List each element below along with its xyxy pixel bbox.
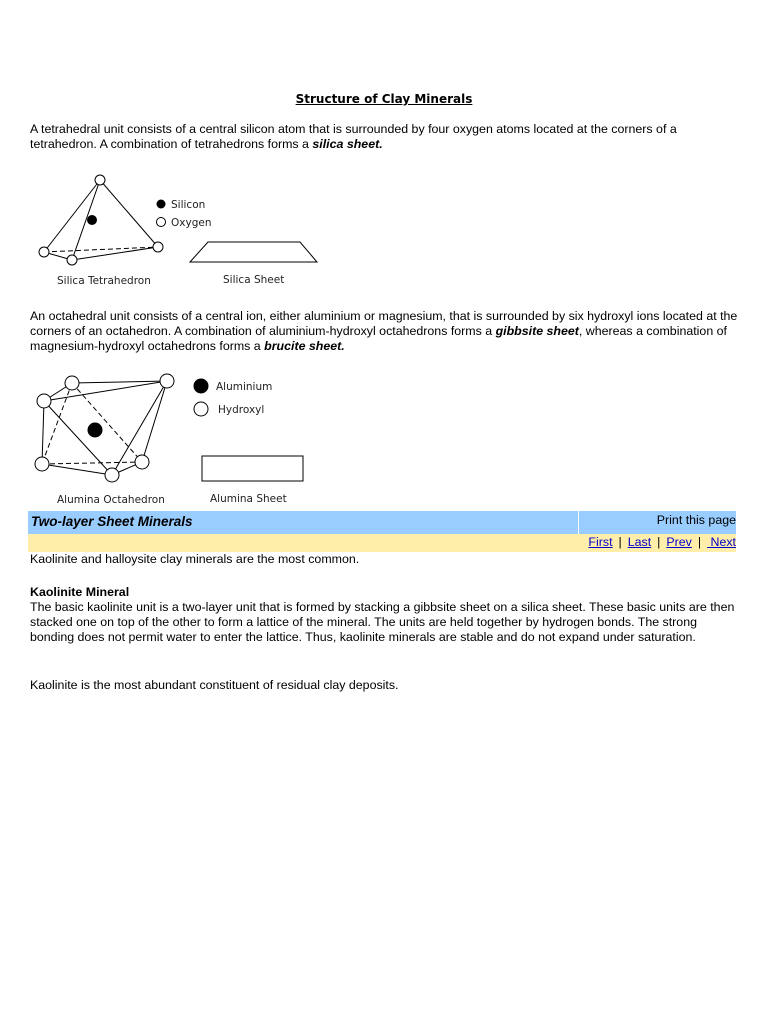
silica-tetrahedron-caption: Silica Tetrahedron (57, 275, 151, 287)
gibbsite-emphasis: gibbsite sheet (495, 324, 579, 338)
page-navigation-links (588, 535, 736, 549)
hydroxyl-ion (35, 457, 49, 471)
section-title: Two-layer Sheet Minerals (31, 514, 193, 529)
print-page-link[interactable]: Print this page (656, 513, 736, 527)
silica-sheet-shape (190, 242, 317, 262)
silica-figure (30, 168, 330, 293)
silica-tetrahedron-diagram (44, 180, 158, 260)
section-header-bar (28, 511, 736, 534)
hydroxyl-ion (37, 394, 51, 408)
silicon-atom (87, 215, 97, 225)
hydroxyl-legend-dot (194, 402, 208, 416)
alumina-sheet-shape (202, 456, 303, 481)
aluminium-atom (88, 423, 103, 438)
silica-sheet-caption: Silica Sheet (223, 274, 285, 286)
alumina-sheet-caption: Alumina Sheet (210, 493, 287, 505)
nav-separator: | (618, 535, 622, 549)
intro-emphasis: silica sheet. (312, 137, 383, 151)
nav-prev-link[interactable]: Prev (666, 535, 692, 549)
aluminium-legend-dot (194, 379, 209, 394)
hydroxyl-ion (105, 468, 119, 482)
kaolinite-heading: Kaolinite Mineral (30, 585, 130, 599)
tetrahedron-edge (100, 180, 158, 247)
intro-paragraph (30, 122, 740, 152)
intro-text: A tetrahedral unit consists of a central silicon atom that is surrounded by four oxygen atoms located at the corners of a tetrahedron. A combination of tetrahedrons forms a (30, 122, 677, 151)
oxygen-atom (67, 255, 77, 265)
octahedral-text-b: , whereas a combination of magnesium-hydroxyl octahedrons forms a (30, 324, 727, 353)
octahedral-text-a: An octahedral unit consists of a central ion, either aluminium or magnesium, that is surrounded by six hydroxyl ions located at the corners of an octahedron. A combination of aluminium-hydroxyl octahedrons forms a (30, 309, 738, 338)
common-minerals-text: Kaolinite and halloysite clay minerals are the most common. (30, 552, 360, 566)
octahedron-hidden-edge (42, 462, 142, 464)
nav-separator: | (657, 535, 661, 549)
silicon-legend-dot (157, 200, 166, 209)
octahedron-edge (142, 381, 167, 462)
oxygen-legend-dot (157, 218, 166, 227)
aluminium-legend-label: Aluminium (216, 381, 273, 393)
nav-first-link[interactable]: First (588, 535, 613, 549)
hydroxyl-ion (135, 455, 149, 469)
silicon-legend-label: Silicon (171, 199, 206, 211)
nav-last-link[interactable]: Last (627, 535, 652, 549)
octahedron-edge (44, 381, 167, 401)
oxygen-legend-label: Oxygen (171, 217, 212, 229)
octahedron-edge (42, 401, 44, 464)
nav-next-link[interactable]: Next (707, 535, 736, 549)
kaolinite-abundance-text: Kaolinite is the most abundant constituent of residual clay deposits. (30, 678, 399, 692)
kaolinite-description: The basic kaolinite unit is a two-layer unit that is formed by stacking a gibbsite sheet on a silica sheet. These basic units are then stacked one on top of the other to form a lattice of the mineral. The units are held together by hydrogen bonds. The strong bonding does not permit water to enter the lattice. Thus, kaolinite minerals are stable and do not expand under saturation. (30, 600, 735, 644)
tetrahedron-edge (72, 247, 158, 260)
hydroxyl-ion (160, 374, 174, 388)
oxygen-atom (153, 242, 163, 252)
oxygen-atom (39, 247, 49, 257)
octahedron-edge (42, 464, 112, 475)
alumina-octahedron-caption: Alumina Octahedron (57, 494, 165, 506)
page-title: Structure of Clay Minerals (295, 92, 473, 106)
page-navigation-bar (28, 534, 736, 552)
brucite-emphasis: brucite sheet. (264, 339, 345, 353)
octahedral-paragraph (30, 309, 740, 354)
nav-separator: | (697, 535, 702, 549)
alumina-figure (30, 370, 320, 510)
hydroxyl-legend-label: Hydroxyl (218, 404, 265, 416)
octahedron-edge (72, 381, 167, 383)
hydroxyl-ion (65, 376, 79, 390)
oxygen-atom (95, 175, 105, 185)
header-divider (578, 511, 579, 534)
